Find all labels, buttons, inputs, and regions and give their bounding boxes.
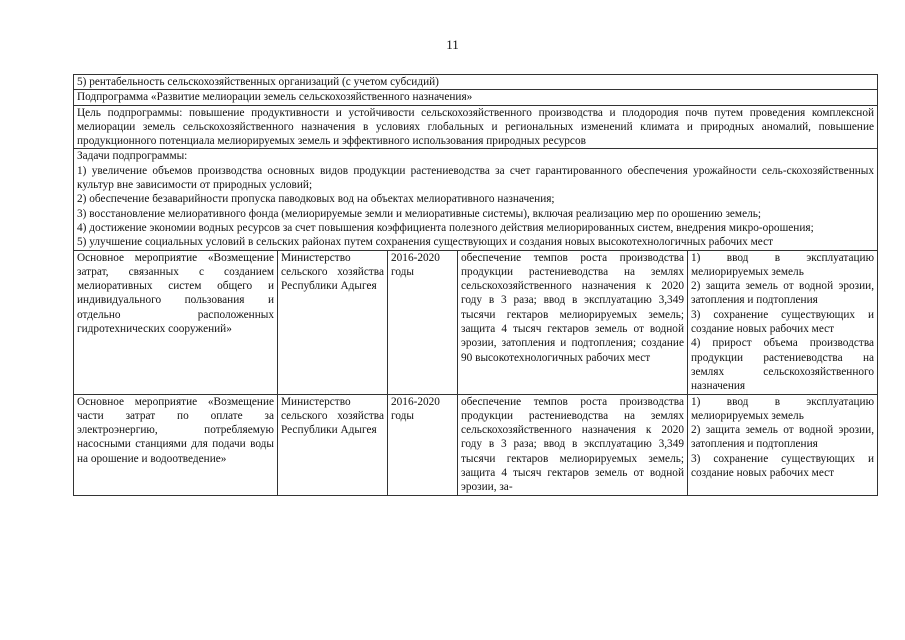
indicator-item: 2) защита земель от водной эрозии, затопления и подтопления xyxy=(691,280,875,307)
page-number: 11 xyxy=(446,37,459,52)
subprogram-title: Подпрограмма «Развитие мелиорации земель сельскохозяйственного назначения» xyxy=(74,90,878,105)
activity-indicators xyxy=(688,394,878,495)
indicator-item: 4) прирост объема производства продукции растениеводства на землях сельскохозяйственного назначения xyxy=(691,337,875,393)
tasks-cell xyxy=(74,149,878,250)
activity-row xyxy=(74,394,878,495)
activity-name: Основное мероприятие «Возмещение затрат, связанных с созданием мелиоративных систем общего и индивидуального пользования и отдельно расположенных гидротехнических сооружений» xyxy=(74,250,278,394)
activity-result: обеспечение темпов роста производства продукции растениеводства на землях сельскохозяйственного назначения к 2020 году в 3 раза; ввод в эксплуатацию 3,349 тысячи гектаров мелиорируемых земель; защита 4 тысяч гектаров земель от водной эрозии, за- xyxy=(458,394,688,495)
task-item: 1) увеличение объемов производства основных видов продукции растениеводства за счет гарантированного обеспечения урожайности сель-скохозяйственных культур вне зависимости от природных условий; xyxy=(77,164,875,192)
subprogram-goal-row xyxy=(74,105,878,149)
activity-result: обеспечение темпов роста производства продукции растениеводства на землях сельскохозяйственного назначения к 2020 году в 3 раза; ввод в эксплуатацию 3,349 тысячи гектаров мелиорируемых земель; защита 4 тысяч гектаров земель от водной эрозии, затопления и подтопления; создание 90 высокотехнологичных рабочих мест xyxy=(458,250,688,394)
task-item: 3) восстановление мелиоративного фонда (мелиорируемые земли и мелиоративные системы), включая реализацию мер по орошению земель; xyxy=(77,207,762,220)
tasks-row xyxy=(74,149,878,250)
subprogram-goal: Цель подпрограммы: повышение продуктивности и устойчивости сельскохозяйственного производства и плодородия почв путем проведения комплексной мелиорации земель сельскохозяйственного назначения в условиях глобальных и региональных изменений климата и природных аномалий, повышение продукционного потенциала мелиорируемых земель и эффективного использования природных ресурсов xyxy=(74,105,878,149)
task-item: 2) обеспечение безаварийности пропуска паводковых вод на объектах мелиоративного назначения; xyxy=(77,193,555,206)
task-item: 5) улучшение социальных условий в сельских районах путем сохранения существующих и создания новых высокотехнологичных рабочих мест xyxy=(77,236,774,249)
activity-indicators xyxy=(688,250,878,394)
indicator-item: 2) защита земель от водной эрозии, затопления и подтопления xyxy=(691,424,875,451)
task-item: 4) достижение экономии водных ресурсов за счет повышения коэффициента полезного действия мелиорированных систем, внедрения микро-орошения; xyxy=(77,221,814,234)
subprogram-title-row xyxy=(74,90,878,105)
indicator-item: 1) ввод в эксплуатацию мелиорируемых земель xyxy=(691,251,875,278)
indicator-5-cell: 5) рентабельность сельскохозяйственных организаций (с учетом субсидий) xyxy=(74,75,878,90)
indicator-item: 3) сохранение существующих и создание новых рабочих мест xyxy=(691,308,875,336)
activity-name: Основное мероприятие «Возмещение части затрат по оплате за электроэнергию, потребляемую насосными станциями для подачи воды на орошение и водоотведение» xyxy=(74,394,278,495)
activity-period: 2016-2020 годы xyxy=(388,250,458,394)
indicator-item: 1) ввод в эксплуатацию мелиорируемых земель xyxy=(691,395,875,422)
activity-executor: Министерство сельского хозяйства Республики Адыгея xyxy=(278,394,388,495)
indicator-item: 3) сохранение существующих и создание новых рабочих мест xyxy=(691,452,875,480)
activity-period: 2016-2020 годы xyxy=(388,394,458,495)
activity-executor: Министерство сельского хозяйства Республики Адыгея xyxy=(278,250,388,394)
indicator-row xyxy=(74,75,878,90)
activity-row xyxy=(74,250,878,394)
program-table xyxy=(73,74,878,496)
tasks-heading: Задачи подпрограммы: xyxy=(77,150,188,163)
